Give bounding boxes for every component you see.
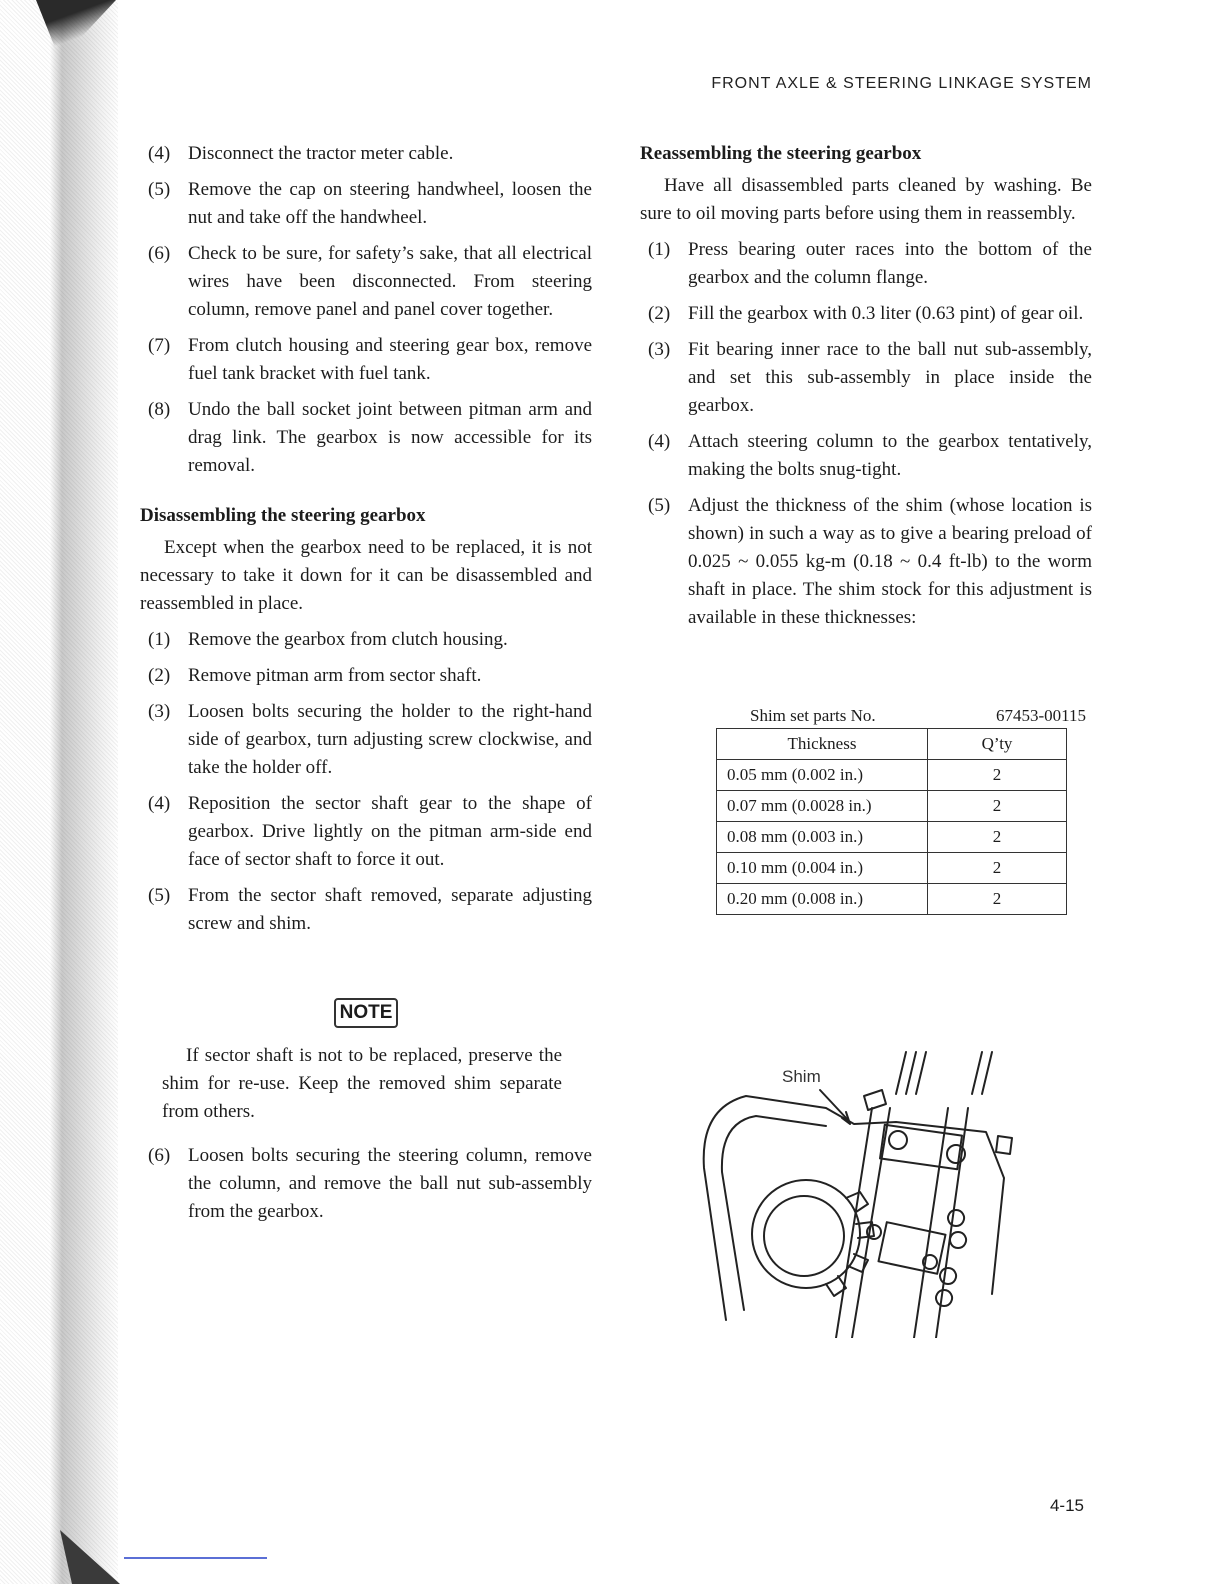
right-column: [640, 140, 1092, 915]
removal-step-8: (8) Undo the ball socket joint between pitman arm and drag link. The gearbox is now accessible for its removal.: [148, 399, 592, 476]
table-header-row: [717, 729, 1067, 760]
table-cell-thickness: 0.08 mm (0.003 in.): [717, 822, 928, 853]
disassembly-intro: Except when the gearbox need to be replaced, it is not necessary to take it down for it can be disassembled and reassembled in place.: [140, 537, 592, 614]
disassembly-step-4: (4) Reposition the sector shaft gear to the shape of gearbox. Drive lightly on the pitman arm-side end face of sector shaft to force it out.: [148, 793, 592, 870]
removal-step-7: (7) From clutch housing and steering gear box, remove fuel tank bracket with fuel tank.: [148, 335, 592, 384]
disassembly-step-1: (1) Remove the gearbox from clutch housing.: [148, 629, 508, 650]
table-header-thickness: Thickness: [717, 729, 928, 760]
gearbox-shim-diagram: [686, 1048, 1026, 1338]
table-row: [717, 791, 1067, 822]
table-cell-thickness: 0.10 mm (0.004 in.): [717, 853, 928, 884]
disassembly-step-6: (6) Loosen bolts securing the steering column, remove the column, and remove the ball nut sub-assembly from the gearbox.: [148, 1145, 592, 1222]
reassembly-heading: Reassembling the steering gearbox: [640, 143, 922, 164]
reassembly-step-3: (3) Fit bearing inner race to the ball nut sub-assembly, and set this sub-assembly in place inside the gearbox.: [648, 339, 1092, 416]
page-number: 4-15: [1049, 1496, 1084, 1515]
reassembly-step-2: (2) Fill the gearbox with 0.3 liter (0.63 pint) of gear oil.: [648, 303, 1084, 324]
table-cell-qty: 2: [928, 853, 1067, 884]
removal-step-5: (5) Remove the cap on steering handwheel, loosen the nut and take off the handwheel.: [148, 179, 592, 228]
table-row: [717, 822, 1067, 853]
reassembly-step-5: (5) Adjust the thickness of the shim (whose location is shown) in such a way as to give a bearing preload of 0.025 ~ 0.055 kg-m (0.18 ~ 0.4 ft-lb) to the worm shaft in place. The shim stock for this adjustment is available in these thicknesses:: [648, 495, 1092, 628]
page-binding-edge: [0, 0, 118, 1584]
table-cell-qty: 2: [928, 760, 1067, 791]
disassembly-step-5: (5) From the sector shaft removed, separate adjusting screw and shim.: [148, 885, 592, 934]
table-row: [717, 853, 1067, 884]
table-cell-qty: 2: [928, 791, 1067, 822]
table-cell-qty: 2: [928, 822, 1067, 853]
table-row: [717, 760, 1067, 791]
bolt-flange-right: [996, 1136, 1012, 1154]
note-label: NOTE: [334, 998, 399, 1028]
column-right-wall: [914, 1108, 948, 1338]
table-header-qty: Q’ty: [928, 729, 1067, 760]
shim-table: [716, 728, 1067, 915]
table-cell-thickness: 0.05 mm (0.002 in.): [717, 760, 928, 791]
left-column: [140, 140, 592, 1234]
reassembly-intro: Have all disassembled parts cleaned by washing. Be sure to oil moving parts before using them in reassembly.: [640, 175, 1092, 224]
note-text: If sector shaft is not to be replaced, preserve the shim for re-use. Keep the removed shim separate from others.: [162, 1045, 562, 1122]
removal-step-4: (4) Disconnect the tractor meter cable.: [148, 143, 454, 164]
table-cell-qty: 2: [928, 884, 1067, 915]
shim-table-caption: [750, 704, 1086, 728]
sector-gear-inner: [764, 1196, 844, 1276]
page-header: FRONT AXLE & STEERING LINKAGE SYSTEM: [711, 75, 1092, 92]
table-row: [717, 884, 1067, 915]
bearing-ball-top-left: [889, 1131, 907, 1149]
shim-leader-line: [820, 1090, 848, 1120]
shim-set-part-number: 67453-00115: [995, 706, 1086, 725]
note-label-wrap: [140, 998, 592, 1028]
disassembly-step-2: (2) Remove pitman arm from sector shaft.: [148, 665, 482, 686]
table-cell-thickness: 0.07 mm (0.0028 in.): [717, 791, 928, 822]
shim-callout-label: Shim: [782, 1067, 821, 1086]
removal-step-6: (6) Check to be sure, for safety’s sake, that all electrical wires have been disconnected. From steering column, remove panel and panel cover together.: [148, 243, 592, 320]
column-top-hatch: [896, 1052, 992, 1094]
bolt-flange-left: [864, 1090, 886, 1110]
reassembly-step-4: (4) Attach steering column to the gearbox tentatively, making the bolts snug-tight.: [648, 431, 1092, 480]
disassembly-heading: Disassembling the steering gearbox: [140, 505, 426, 526]
shim-set-label: Shim set parts No.: [750, 706, 876, 725]
disassembly-step-3: (3) Loosen bolts securing the holder to the right-hand side of gearbox, turn adjusting screw clockwise, and take the holder off.: [148, 701, 592, 778]
table-cell-thickness: 0.20 mm (0.008 in.): [717, 884, 928, 915]
housing-inner-outline: [722, 1116, 826, 1310]
bottom-rule: [124, 1557, 267, 1559]
reassembly-step-1: (1) Press bearing outer races into the bottom of the gearbox and the column flange.: [648, 239, 1092, 288]
